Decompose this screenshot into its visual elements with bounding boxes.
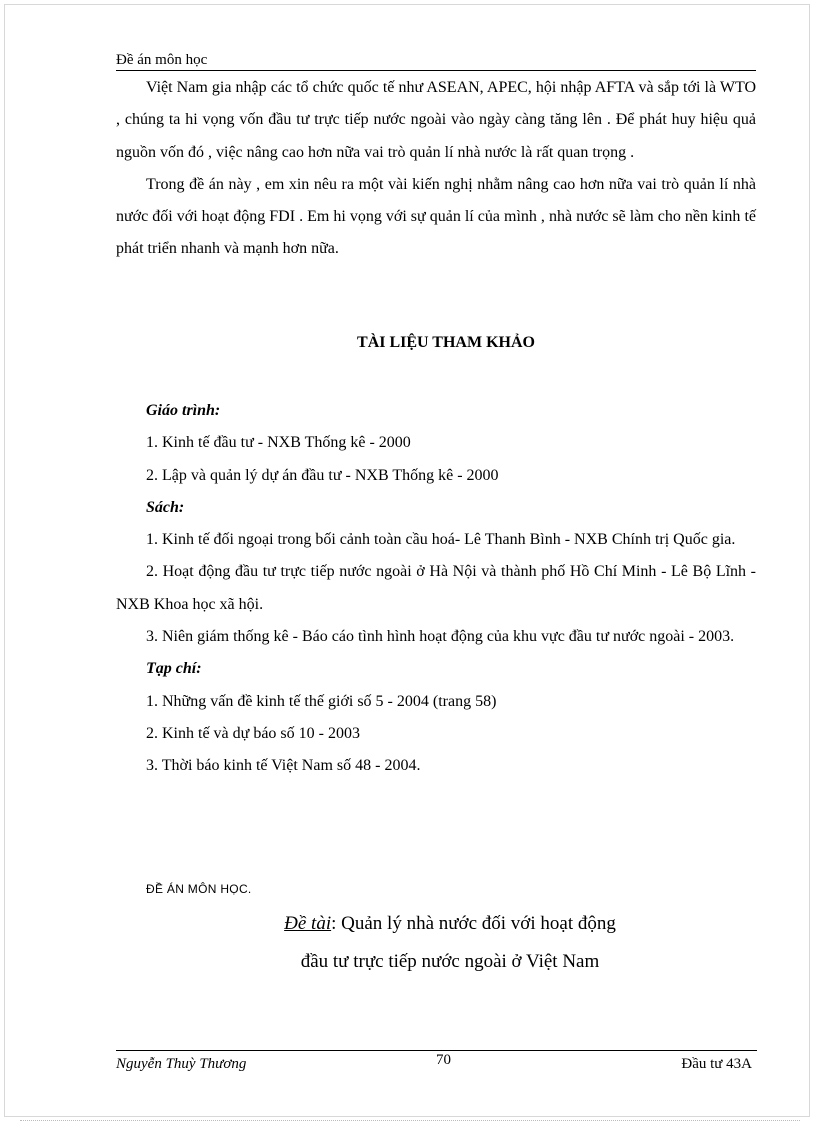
reference-item: 1. Những vấn đề kinh tế thế giới số 5 - 2004 (trang 58)	[146, 692, 497, 710]
topic-line-2: đầu tư trực tiếp nước ngoài ở Việt Nam	[300, 951, 600, 972]
paragraph: Việt Nam gia nhập các tổ chức quốc tế như ASEAN, APEC, hội nhập AFTA và sắp tới là WTO , chúng ta hi vọng vốn đầu tư trực tiếp nước ngoài vào ngày càng tăng lên . Để phát huy hiệu quả nguồn vốn đó , việc nâng cao hơn nữa vai trò quản lí nhà nước là rất quan trọng .	[116, 79, 756, 161]
body-text	[116, 72, 756, 266]
footer-divider	[116, 1050, 757, 1051]
books-label: Sách:	[146, 498, 185, 516]
project-stamp: ĐỀ ÁN MÔN HỌC.	[146, 882, 252, 896]
header-title: Đề án môn học	[116, 52, 208, 68]
references-title: TÀI LIỆU THAM KHẢO	[357, 334, 535, 351]
page-header	[116, 50, 756, 71]
footer-class: Đầu tư 43A	[681, 1056, 752, 1072]
topic-line-1	[200, 905, 700, 943]
reference-item: 3. Thời báo kinh tế Việt Nam số 48 - 2004.	[146, 757, 421, 775]
journals-label: Tạp chí:	[146, 660, 202, 678]
topic-label: Đề tài	[284, 913, 332, 934]
page-bottom-edge	[20, 1120, 800, 1121]
textbooks-label: Giáo trình:	[146, 402, 221, 419]
paragraph: Trong đề án này , em xin nêu ra một vài kiến nghị nhằm nâng cao hơn nữa vai trò quản lí nhà nước đối với hoạt động FDI . Em hi vọng với sự quản lí của mình , nhà nước sẽ làm cho nền kinh tế phát triển nhanh và mạnh hơn nữa.	[116, 175, 756, 258]
reference-item: 1. Kinh tế đối ngoại trong bối cảnh toàn cầu hoá- Lê Thanh Bình - NXB Chính trị Quốc gia.	[146, 531, 736, 549]
reference-item: 3. Niên giám thống kê - Báo cáo tình hình hoạt động của khu vực đầu tư nước ngoài - 2003.	[146, 628, 735, 646]
reference-item: 2. Kinh tế và dự báo số 10 - 2003	[146, 724, 360, 742]
references-list	[116, 395, 756, 783]
reference-item: 2. Lập và quản lý dự án đầu tư - NXB Thống kê - 2000	[146, 466, 499, 484]
reference-item: 1. Kinh tế đầu tư - NXB Thống kê - 2000	[146, 434, 411, 452]
footer-author: Nguyễn Thuỳ Thương	[116, 1056, 247, 1072]
page-number: 70	[436, 1052, 451, 1068]
reference-item: 2. Hoạt động đầu tư trực tiếp nước ngoài ở Hà Nội và thành phố Hồ Chí Minh - Lê Bộ Lĩnh - NXB Khoa học xã hội.	[116, 563, 756, 613]
topic-block	[200, 905, 700, 981]
topic-text-1: : Quản lý nhà nước đối với hoạt động	[331, 913, 616, 934]
